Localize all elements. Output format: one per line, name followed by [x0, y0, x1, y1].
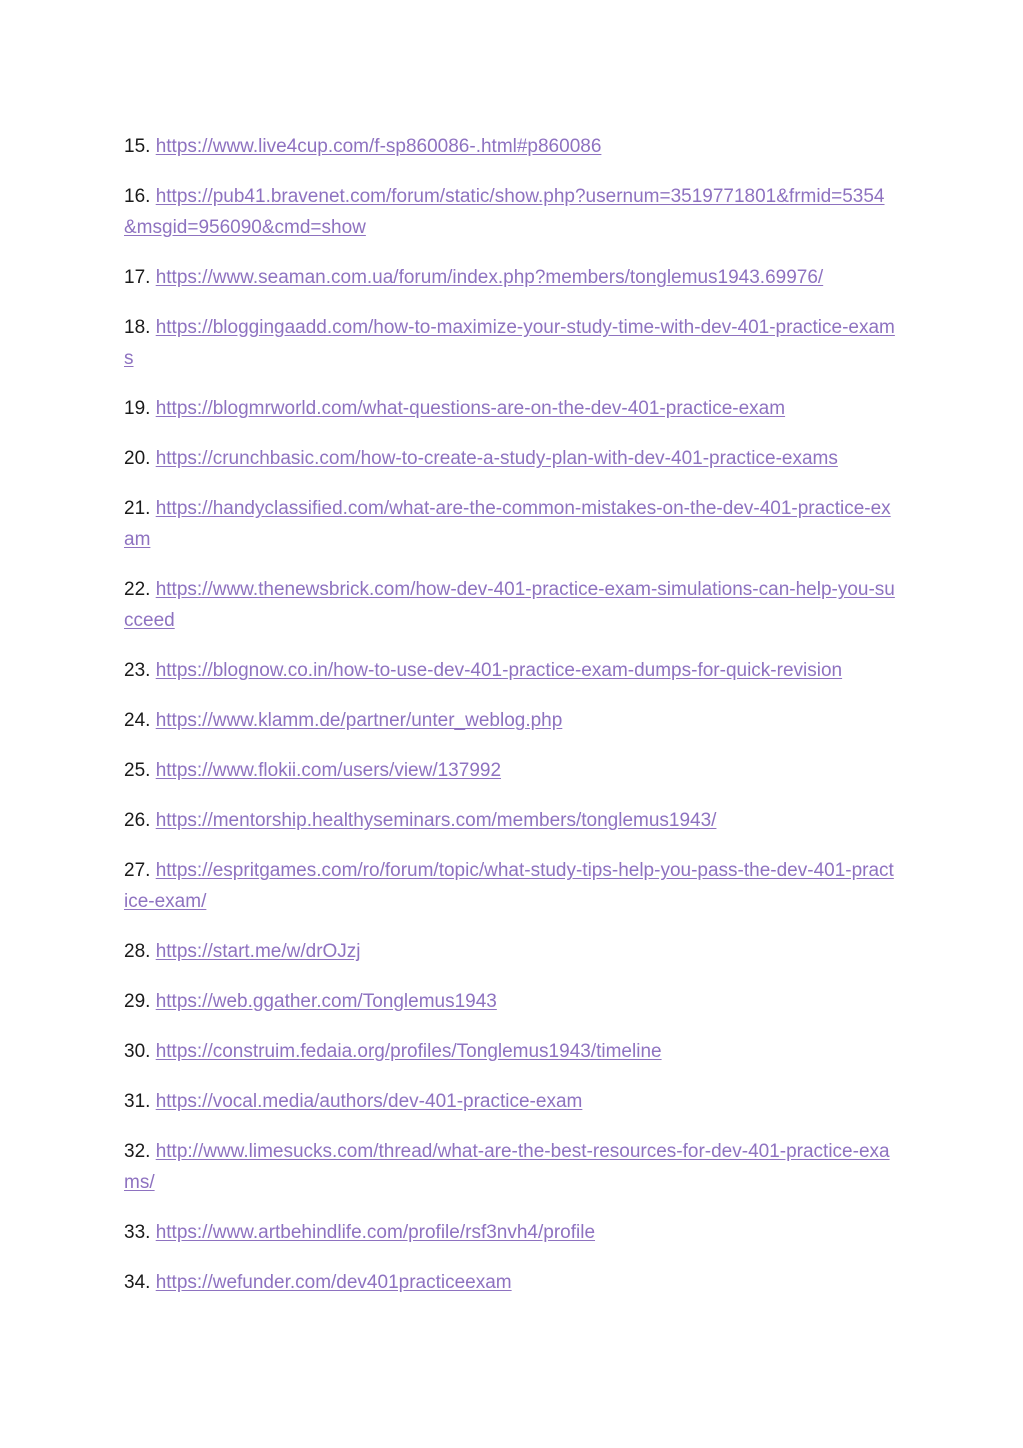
list-item — [124, 262, 896, 293]
list-item — [124, 705, 896, 736]
item-number: 30. — [124, 1041, 151, 1062]
list-item — [124, 493, 896, 555]
item-link[interactable]: https://web.ggather.com/Tonglemus1943 — [155, 991, 497, 1012]
list-item — [124, 855, 896, 917]
list-item — [124, 443, 896, 474]
list-item — [124, 1217, 896, 1248]
item-number: 28. — [124, 941, 151, 962]
list-item — [124, 655, 896, 686]
list-item — [124, 936, 896, 967]
item-number: 31. — [124, 1091, 151, 1112]
item-link[interactable]: https://bloggingaadd.com/how-to-maximize-your-study-time-with-dev-401-practice-exams — [124, 317, 895, 369]
list-item — [124, 131, 896, 162]
item-link[interactable]: https://vocal.media/authors/dev-401-practice-exam — [155, 1091, 583, 1112]
item-number: 21. — [124, 498, 151, 519]
list-item — [124, 181, 896, 243]
item-number: 23. — [124, 660, 151, 681]
item-link[interactable]: https://www.flokii.com/users/view/137992 — [155, 760, 502, 781]
item-number: 25. — [124, 760, 151, 781]
item-number: 29. — [124, 991, 151, 1012]
item-link[interactable]: https://blogmrworld.com/what-questions-are-on-the-dev-401-practice-exam — [155, 398, 786, 419]
list-item — [124, 1036, 896, 1067]
item-link[interactable]: http://www.limesucks.com/thread/what-are-the-best-resources-for-dev-401-practice-exams/ — [124, 1141, 890, 1193]
item-link[interactable]: https://construim.fedaia.org/profiles/Tonglemus1943/timeline — [155, 1041, 662, 1062]
list-item — [124, 1267, 896, 1298]
item-number: 33. — [124, 1222, 151, 1243]
item-link[interactable]: https://crunchbasic.com/how-to-create-a-study-plan-with-dev-401-practice-exams — [155, 448, 838, 469]
item-link[interactable]: https://wefunder.com/dev401practiceexam — [155, 1272, 512, 1293]
item-number: 16. — [124, 186, 151, 207]
item-number: 17. — [124, 267, 151, 288]
item-link[interactable]: https://www.live4cup.com/f-sp860086-.html#p860086 — [155, 136, 602, 157]
item-number: 26. — [124, 810, 151, 831]
link-list — [124, 131, 896, 1317]
list-item — [124, 1136, 896, 1198]
item-link[interactable]: https://blognow.co.in/how-to-use-dev-401-practice-exam-dumps-for-quick-revision — [155, 660, 843, 681]
list-item — [124, 755, 896, 786]
item-link[interactable]: https://handyclassified.com/what-are-the-common-mistakes-on-the-dev-401-practice-exam — [124, 498, 891, 550]
item-link[interactable]: https://start.me/w/drOJzj — [155, 941, 361, 962]
list-item — [124, 1086, 896, 1117]
item-link[interactable]: https://www.seaman.com.ua/forum/index.php?members/tonglemus1943.69976/ — [155, 267, 824, 288]
item-link[interactable]: https://espritgames.com/ro/forum/topic/what-study-tips-help-you-pass-the-dev-401-practice-exam/ — [124, 860, 894, 912]
item-link[interactable]: https://www.artbehindlife.com/profile/rsf3nvh4/profile — [155, 1222, 596, 1243]
list-item — [124, 986, 896, 1017]
item-link[interactable]: https://pub41.bravenet.com/forum/static/show.php?usernum=3519771801&frmid=5354&msgid=956090&cmd=show — [124, 186, 885, 238]
list-item — [124, 574, 896, 636]
item-link[interactable]: https://mentorship.healthyseminars.com/members/tonglemus1943/ — [155, 810, 717, 831]
list-item — [124, 393, 896, 424]
list-item — [124, 312, 896, 374]
item-number: 24. — [124, 710, 151, 731]
item-number: 32. — [124, 1141, 151, 1162]
item-number: 34. — [124, 1272, 151, 1293]
item-number: 20. — [124, 448, 151, 469]
item-number: 15. — [124, 136, 151, 157]
item-number: 27. — [124, 860, 151, 881]
list-item — [124, 805, 896, 836]
item-number: 19. — [124, 398, 151, 419]
item-link[interactable]: https://www.klamm.de/partner/unter_weblog.php — [155, 710, 563, 731]
item-number: 18. — [124, 317, 151, 338]
item-number: 22. — [124, 579, 151, 600]
item-link[interactable]: https://www.thenewsbrick.com/how-dev-401-practice-exam-simulations-can-help-you-succeed — [124, 579, 895, 631]
